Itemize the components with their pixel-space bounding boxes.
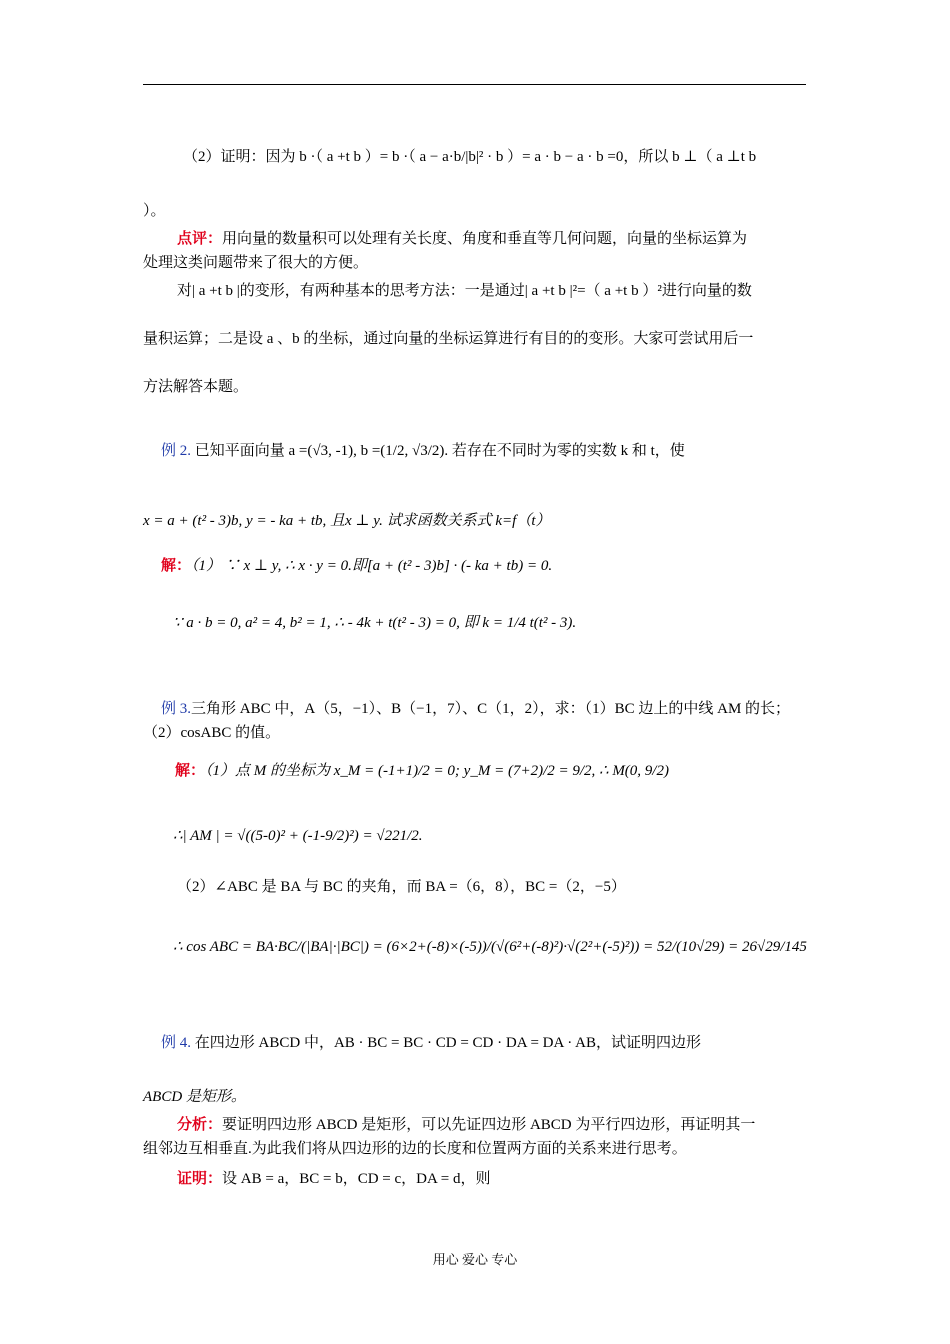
page-footer: 用心 爱心 专心 [432,1252,518,1267]
proof-4-line: 证明：设 AB = a，BC = b，CD = c，DA = d，则 [143,1168,806,1190]
solution-3-line-3: （2）∠ABC 是 BA 与 BC 的夹角，而 BA =（6，8），BC =（2，−5） [177,879,626,895]
solution-3-line-2: ∴| AM | = √((5-0)² + (-1-9/2)²) = √221/2. [173,828,423,844]
solution-3-line-1: 解：（1）点 M 的坐标为 x_M = (-1+1)/2 = 0; y_M = (7+2)/2 = 9/2, ∴ M(0, 9/2) [143,760,806,782]
example-2-label: 例 2. [161,443,192,459]
example-4-line-2: ABCD 是矩形。 [143,1089,246,1105]
example-2-line-2: x = a + (t² - 3)b, y = - ka + tb, 且x ⊥ y. 试求函数关系式 k=f（t） [143,513,551,529]
remark-line-5: 方法解答本题。 [143,379,249,395]
example-4-label: 例 4. [161,1035,192,1051]
remark-line-1: 点评：用向量的数量积可以处理有关长度、角度和垂直等几何问题，向量的坐标运算为 [143,228,806,250]
example-4-line-1: 例 4. 在四边形 ABCD 中，AB · BC = BC · CD = CD · DA = DA · AB，试证明四边形 [143,1032,806,1054]
solution-3-line-4: ∴ cos ABC = BA·BC/(|BA|·|BC|) = (6×2+(-8)×(-5))/(√(6²+(-8)²)·√(2²+(-5)²)) = 52/(10√29) = 26√29/145 [173,939,807,955]
header-rule [143,84,806,85]
remark-label: 点评： [177,231,223,247]
analysis-label: 分析： [177,1117,223,1133]
remark-line-4: 量积运算；二是设 a 、b 的坐标，通过向量的坐标运算进行有目的的变形。大家可尝试用后一 [143,331,754,347]
analysis-line-1: 分析：要证明四边形 ABCD 是矩形，可以先证四边形 ABCD 为平行四边形，再证明其一 [143,1114,806,1136]
example-3-line-1: 例 3.三角形 ABC 中，A（5，−1）、B（−1，7）、C（1，2），求：（1）BC 边上的中线 AM 的长； [143,698,806,720]
proof-line-1: （2）证明：因为 b ·（ a +t b ）= b ·（ a − a·b/|b|² · b ）= a · b − a · b =0，所以 b ⊥（ a ⊥t b [183,149,757,165]
proof-label: 证明： [177,1171,223,1187]
remark-line-3: 对| a +t b |的变形，有两种基本的思考方法：一是通过| a +t b |²=（ a +t b ）²进行向量的数 [177,283,752,299]
remark-line-2: 处理这类问题带来了很大的方便。 [143,255,369,271]
proof-line-2: ）。 [143,203,166,219]
solution-3-label: 解： [175,763,206,779]
solution-2-label: 解： [161,558,192,574]
solution-2-line-2: ∵ a · b = 0, a² = 4, b² = 1, ∴ - 4k + t(t² - 3) = 0, 即 k = 1/4 t(t² - 3). [173,615,577,631]
example-3-label: 例 3. [161,701,192,717]
example-3-line-2: （2）cosABC 的值。 [143,725,281,741]
analysis-line-2: 组邻边互相垂直.为此我们将从四边形的边的长度和位置两方面的关系来进行思考。 [143,1141,687,1157]
example-2-line-1: 例 2. 已知平面向量 a =(√3, -1), b =(1/2, √3/2). 若存在不同时为零的实数 k 和 t，使 [143,440,806,462]
solution-2-line-1: 解：（1） ∵ x ⊥ y, ∴ x · y = 0.即[a + (t² - 3)b] · (- ka + tb) = 0. [143,555,806,577]
